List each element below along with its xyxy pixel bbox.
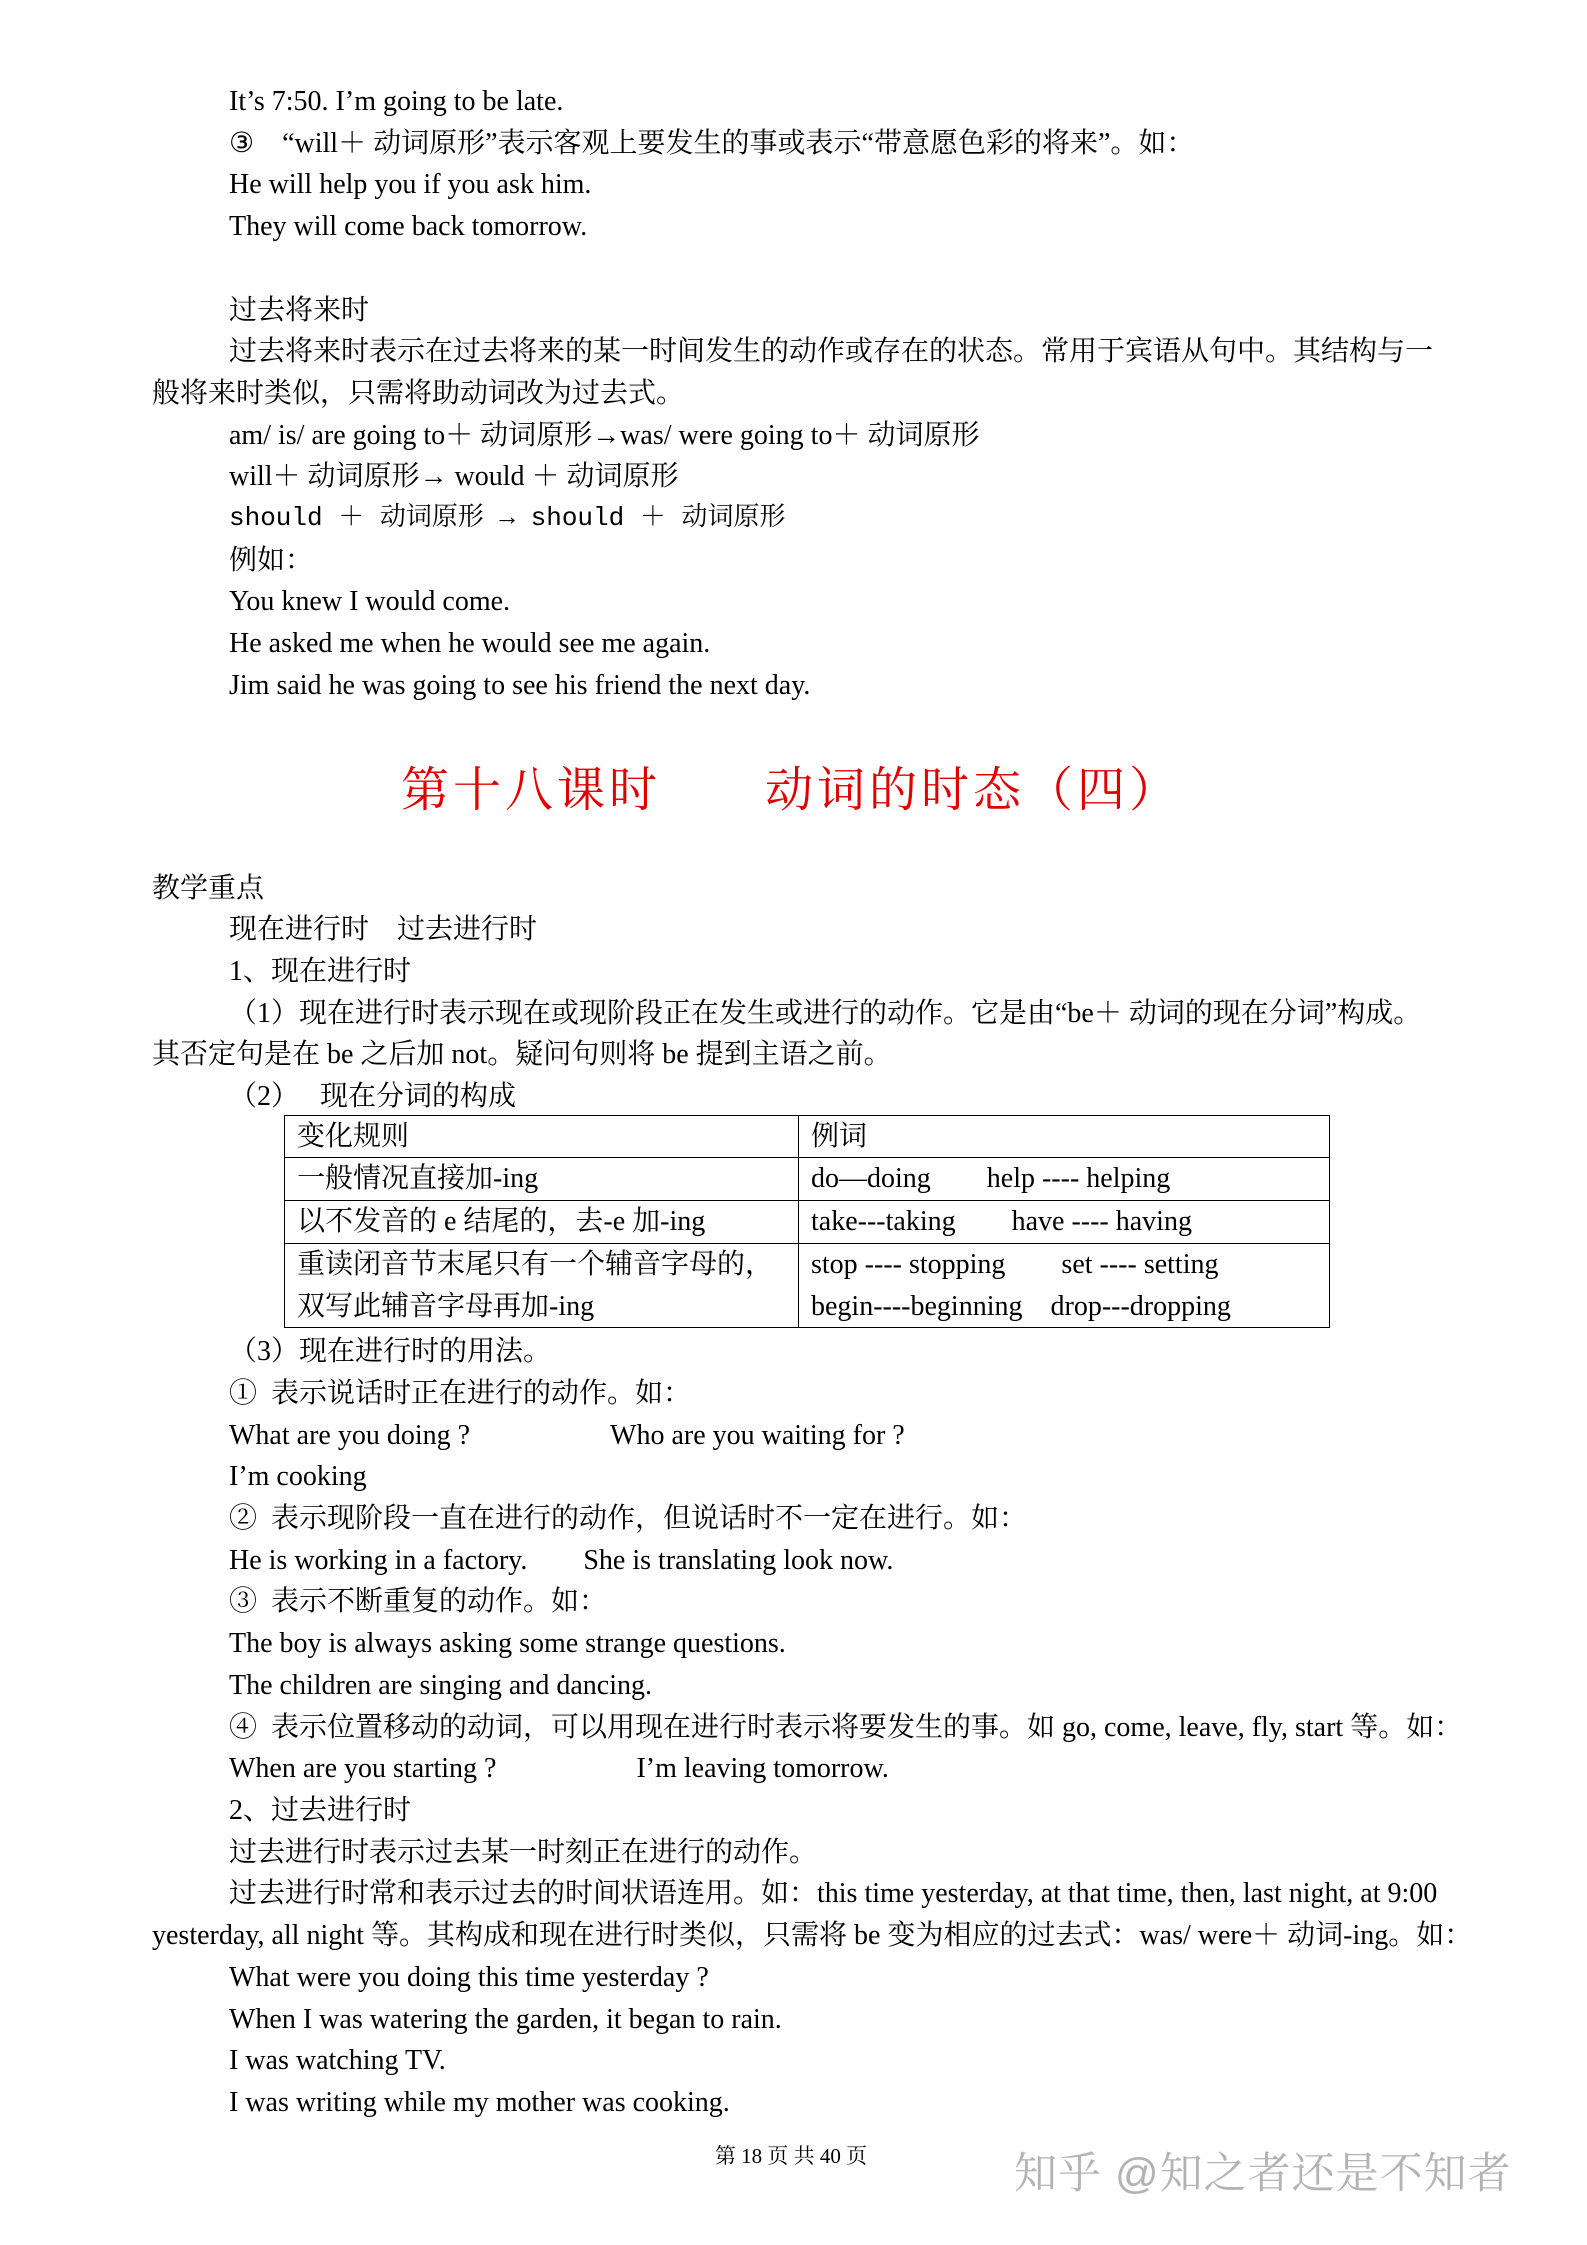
- table-cell-line: 双写此辅音字母再加-ing: [297, 1290, 595, 1322]
- text-line: 过去进行时表示过去某一时刻正在进行的动作。: [229, 1836, 818, 1868]
- text-line: He asked me when he would see me again.: [229, 628, 711, 660]
- table-cell: [799, 1158, 1330, 1201]
- table-header-cell: 变化规则: [285, 1115, 799, 1158]
- table-row: [285, 1158, 1330, 1201]
- text-line: ③ 表示不断重复的动作。如：: [229, 1586, 608, 1618]
- conjugation-table: [284, 1115, 1330, 1329]
- text-line: What were you doing this time yesterday ?: [229, 1961, 709, 1993]
- table-header-cell: 例词: [799, 1115, 1330, 1158]
- text-line: （2） 现在分词的构成: [229, 1081, 517, 1113]
- text-line: yesterday, all night 等。其构成和现在进行时类似，只需将 be 变为相应的过去式：was/ were＋ 动词-ing。如：: [152, 1920, 1473, 1952]
- text-line: 例如：: [229, 544, 314, 576]
- text-line: The boy is always asking some strange questions.: [229, 1628, 786, 1660]
- table-cell-line: do—doing help ---- helping: [811, 1163, 1171, 1195]
- text-line: I was writing while my mother was cooking.: [229, 2086, 730, 2118]
- text-line: Jim said he was going to see his friend the next day.: [229, 669, 811, 701]
- text-line: 其否定句是在 be 之后加 not。疑问句则将 be 提到主语之前。: [152, 1039, 892, 1071]
- text-line: 过去将来时: [229, 294, 370, 326]
- text-line: 现在进行时 过去进行时: [229, 914, 538, 946]
- text-line: am/ is/ are going to＋ 动词原形→was/ were going to＋ 动词原形: [229, 419, 980, 451]
- table-cell-line: begin----beginning drop---dropping: [811, 1290, 1231, 1322]
- table-cell-line: 一般情况直接加-ing: [297, 1163, 539, 1195]
- text-line: I was watching TV.: [229, 2045, 446, 2077]
- table-cell: [285, 1158, 799, 1201]
- text-line: 1、现在进行时: [229, 955, 412, 987]
- text-line: 教学重点: [152, 872, 265, 904]
- text-line: ③ “will＋ 动词原形”表示客观上要发生的事或表示“带意愿色彩的将来”。如：: [229, 127, 1195, 159]
- table-cell-line: 重读闭音节末尾只有一个辅音字母的，: [297, 1248, 774, 1280]
- text-line: ① 表示说话时正在进行的动作。如：: [229, 1377, 692, 1409]
- zhihu-watermark: 知乎 @知之者还是不知者: [1014, 2150, 1512, 2198]
- text-line: 过去进行时常和表示过去的时间状语连用。如：this time yesterday, at that time, then, last night, at 9:00: [229, 1878, 1438, 1910]
- table-header-row: [285, 1115, 1330, 1158]
- text-line: It’s 7:50. I’m going to be late.: [229, 86, 564, 117]
- table-cell-line: stop ---- stopping set ---- setting: [811, 1248, 1219, 1280]
- text-line: ② 表示现阶段一直在进行的动作，但说话时不一定在进行。如：: [229, 1503, 1028, 1535]
- document-content: [152, 81, 1473, 2124]
- table-cell-line: take---taking have ---- having: [811, 1206, 1192, 1238]
- text-line: I’m cooking: [229, 1461, 367, 1493]
- table-row: [285, 1201, 1330, 1244]
- table-cell: [799, 1201, 1330, 1244]
- table-row: [285, 1243, 1330, 1327]
- text-line: The children are singing and dancing.: [229, 1669, 652, 1701]
- table-cell: [285, 1243, 799, 1327]
- text-line: 过去将来时表示在过去将来的某一时间发生的动作或存在的状态。常用于宾语从句中。其结构与一: [229, 336, 1434, 368]
- text-line: What are you doing ? Who are you waiting for ?: [229, 1419, 905, 1451]
- table-cell: [799, 1243, 1330, 1327]
- text-line: ④ 表示位置移动的动词，可以用现在进行时表示将要发生的事。如 go, come, leave, fly, start 等。如：: [229, 1711, 1463, 1743]
- text-line: will＋ 动词原形→ would ＋ 动词原形: [229, 461, 679, 493]
- text-line: You knew I would come.: [229, 586, 511, 618]
- text-line: （1）现在进行时表示现在或现阶段正在发生或进行的动作。它是由“be＋ 动词的现在分词”构成。: [229, 997, 1422, 1029]
- table-cell: [285, 1201, 799, 1244]
- blank-line: [152, 248, 1430, 290]
- text-line: When I was watering the garden, it began to rain.: [229, 2003, 782, 2035]
- text-line: 2、过去进行时: [229, 1795, 412, 1826]
- table-cell-line: 以不发音的 e 结尾的，去-e 加-ing: [297, 1206, 706, 1238]
- text-line: （3）现在进行时的用法。: [229, 1336, 552, 1368]
- text-line: should ＋ 动词原形 → should ＋ 动词原形: [229, 503, 786, 534]
- text-line: When are you starting ? I’m leaving tomorrow.: [229, 1753, 889, 1785]
- text-line: They will come back tomorrow.: [229, 211, 588, 243]
- page-footer: 第 18 页 共 40 页: [714, 2144, 868, 2168]
- text-line: 般将来时类似，只需将助动词改为过去式。: [152, 377, 685, 409]
- text-line: He is working in a factory. She is translating look now.: [229, 1544, 894, 1576]
- text-line: He will help you if you ask him.: [229, 169, 592, 201]
- section-title: 第十八课时 动词的时态（四）: [400, 763, 1181, 817]
